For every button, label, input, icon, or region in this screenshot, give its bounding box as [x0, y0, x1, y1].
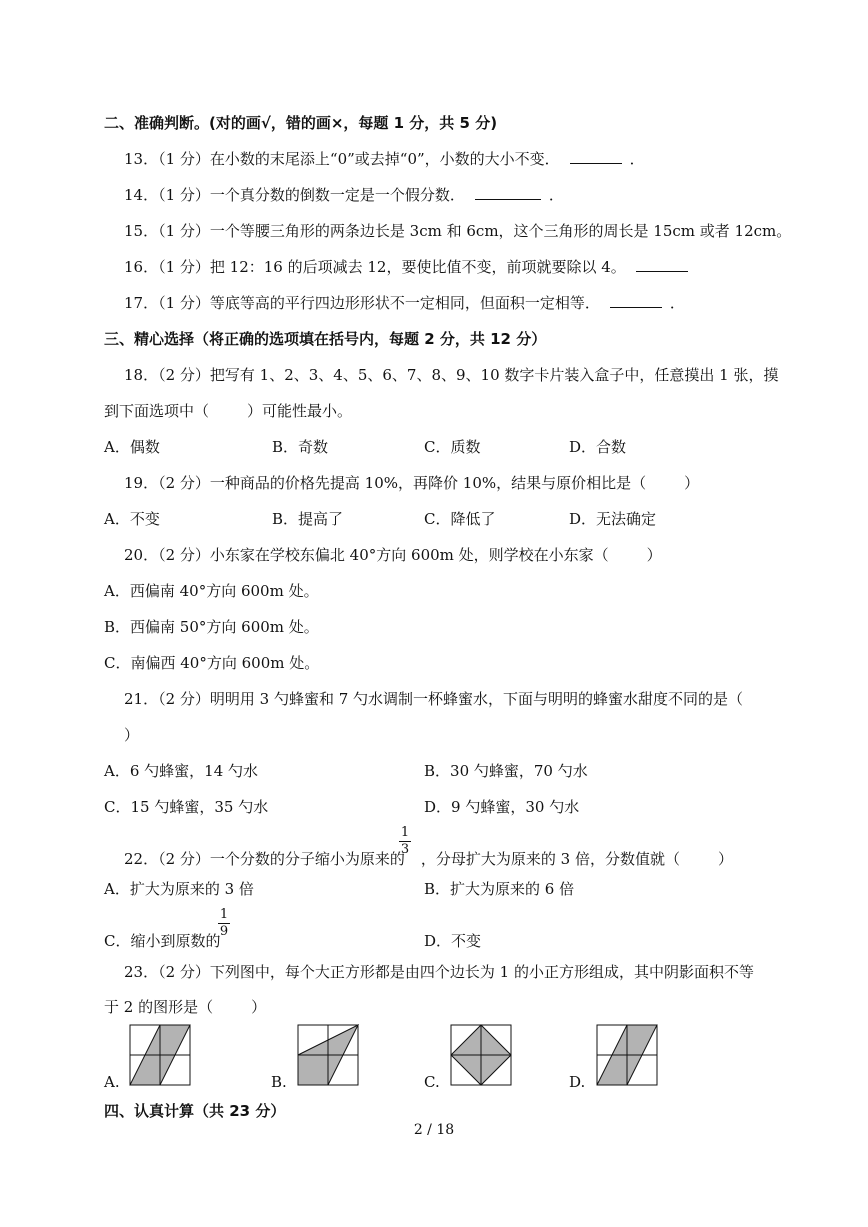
q22-option-a[interactable]: A．扩大为原来的 3 倍	[104, 880, 254, 898]
q23-figure-d[interactable]	[596, 1024, 658, 1086]
q21-option-b[interactable]: B．30 勺蜂蜜，70 勺水	[424, 762, 588, 780]
q22-optc-frac-num: 1	[219, 907, 229, 922]
q21-line2: ）	[124, 726, 140, 744]
q22-frac-num: 1	[400, 825, 410, 840]
section2-title: 二、准确判断。(对的画√，错的画×，每题 1 分，共 5 分)	[104, 114, 498, 132]
q15-text: 15．（1 分）一个等腰三角形的两条边长是 3cm 和 6cm，这个三角形的周长是 15cm 或者 12cm。	[124, 222, 792, 240]
q21-option-a[interactable]: A．6 勺蜂蜜，14 勺水	[104, 762, 258, 780]
q23-figure-c[interactable]	[450, 1024, 512, 1086]
q16-answer-blank[interactable]	[636, 257, 688, 272]
q20-stem: 20．（2 分）小东家在学校东偏北 40°方向 600m 处，则学校在小东家（	[124, 546, 609, 564]
question-22	[124, 849, 733, 869]
q23-line2a: 于 2 的图形是（	[104, 998, 214, 1016]
question-15	[124, 221, 791, 241]
q18-option-b[interactable]: B．奇数	[272, 438, 329, 456]
q19-option-c[interactable]: C．降低了	[424, 510, 496, 528]
q13-text: 13．（1 分）在小数的末尾添上“0”或去掉“0”，小数的大小不变．	[124, 150, 560, 168]
q19-option-a[interactable]: A．不变	[104, 510, 160, 528]
q14-tail: ．	[548, 186, 564, 204]
section4-title: 四、认真计算（共 23 分）	[104, 1102, 286, 1120]
q22-fraction	[399, 826, 411, 857]
q18-option-c[interactable]: C．质数	[424, 438, 481, 456]
q13-tail: ．	[629, 150, 645, 168]
q21-option-c[interactable]: C．15 勺蜂蜜，35 勺水	[104, 798, 269, 816]
q19-option-b[interactable]: B．提高了	[272, 510, 344, 528]
q23-line1: 23．（2 分）下列图中，每个大正方形都是由四个边长为 1 的小正方形组成，其中阴影面积不等	[124, 963, 754, 981]
q18-line2a: 到下面选项中（	[104, 402, 210, 420]
question-13	[124, 149, 645, 169]
q13-answer-blank[interactable]	[570, 149, 622, 164]
q19-option-d[interactable]: D．无法确定	[569, 510, 657, 528]
q17-answer-blank[interactable]	[610, 293, 662, 308]
q17-tail: ．	[669, 294, 685, 312]
page-number: 2 / 18	[413, 1122, 455, 1138]
q18-line2	[104, 401, 352, 421]
q18-option-a[interactable]: A．偶数	[104, 438, 160, 456]
q19-close: ）	[684, 474, 700, 492]
q19-stem: 19．（2 分）一种商品的价格先提高 10%，再降价 10%，结果与原价相比是（	[124, 474, 647, 492]
q23-figure-b[interactable]	[297, 1024, 359, 1086]
q22-option-b[interactable]: B．扩大为原来的 6 倍	[424, 880, 575, 898]
q17-text: 17．（1 分）等底等高的平行四边形形状不一定相同，但面积一定相等．	[124, 294, 600, 312]
q22-option-c-fraction	[218, 908, 230, 939]
question-20	[124, 545, 662, 565]
question-16	[124, 257, 688, 277]
q22-frac-den: 3	[400, 842, 410, 857]
q20-option-a[interactable]: A．西偏南 40°方向 600m 处。	[104, 582, 319, 600]
q23-fig-c-label[interactable]: C.	[424, 1073, 440, 1091]
section3-title: 三、精心选择（将正确的选项填在括号内，每题 2 分，共 12 分）	[104, 330, 547, 348]
q23-line2	[104, 997, 266, 1017]
q23-figure-a[interactable]	[129, 1024, 191, 1086]
q16-text: 16．（1 分）把 12：16 的后项减去 12，要使比值不变，前项就要除以 4。	[124, 258, 626, 276]
q22-stem-a: 22．（2 分）一个分数的分子缩小为原来的	[124, 850, 405, 868]
q18-line1: 18．（2 分）把写有 1、2、3、4、5、6、7、8、9、10 数字卡片装入盒子中，任意摸出 1 张，摸	[124, 366, 779, 384]
q22-option-d[interactable]: D．不变	[424, 932, 482, 950]
q23-fig-d-label[interactable]: D.	[569, 1073, 586, 1091]
q22-option-c[interactable]	[104, 931, 220, 951]
q21-option-d[interactable]: D．9 勺蜂蜜，30 勺水	[424, 798, 580, 816]
q22-close: ）	[718, 850, 734, 868]
q23-line2b: ）	[251, 998, 267, 1016]
q20-close: ）	[646, 546, 662, 564]
q14-answer-blank[interactable]	[475, 185, 541, 200]
q23-fig-a-label[interactable]: A.	[104, 1073, 120, 1091]
q23-fig-b-label[interactable]: B.	[271, 1073, 287, 1091]
q18-line2b: ）可能性最小。	[247, 402, 353, 420]
q18-option-d[interactable]: D．合数	[569, 438, 627, 456]
q22-stem-b: ，分母扩大为原来的 3 倍，分数值就（	[420, 850, 680, 868]
question-19	[124, 473, 699, 493]
q22-option-c-text: C．缩小到原数的	[104, 932, 221, 950]
q14-text: 14．（1 分）一个真分数的倒数一定是一个假分数．	[124, 186, 465, 204]
q20-option-c[interactable]: C．南偏西 40°方向 600m 处。	[104, 654, 320, 672]
question-17	[124, 293, 685, 313]
q20-option-b[interactable]: B．西偏南 50°方向 600m 处。	[104, 618, 319, 636]
q22-optc-frac-den: 9	[219, 924, 229, 939]
q21-line1: 21．（2 分）明明用 3 勺蜂蜜和 7 勺水调制一杯蜂蜜水，下面与明明的蜂蜜水甜度不同的是（	[124, 690, 744, 708]
question-14	[124, 185, 564, 205]
